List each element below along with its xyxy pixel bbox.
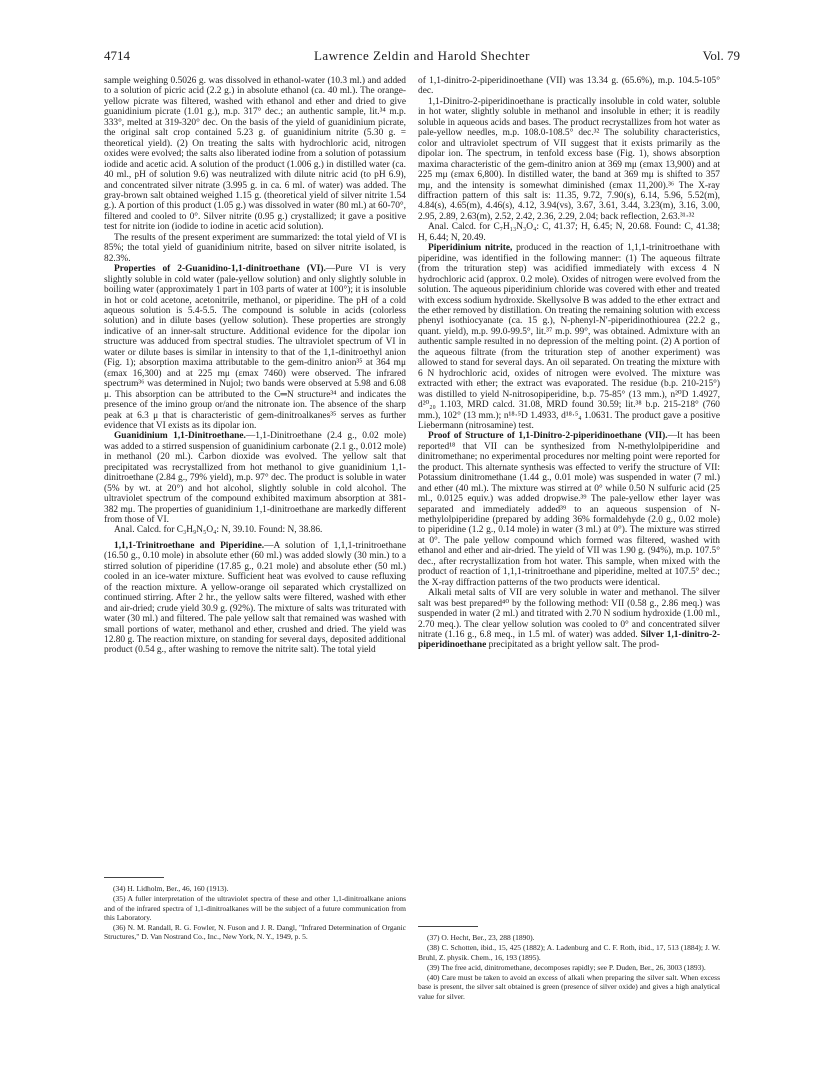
paragraph <box>104 541 406 656</box>
footnote: (35) A fuller interpretation of the ultraviolet spectra of these and other 1,1-dinitroalkane anions and of the infrared spectra of 1,1-dinitroalkanes will be the subject of a future communication from this Laboratory. <box>104 894 406 922</box>
footnote: (40) Care must be taken to avoid an excess of alkali when preparing the silver salt. When excess base is present, the silver salt obtained is green (presence of silver oxide) and gives a high analytical value for silver. <box>418 973 720 1001</box>
paragraph: The results of the present experiment are summarized: the total yield of VI is 85%; the total yield of guanidinium nitrite, based on silver nitrite isolated, is 82.3%. <box>104 232 406 264</box>
footnote: (34) H. Lidholm, Ber., 46, 160 (1913). <box>113 884 229 893</box>
paragraph: 1,1-Dinitro-2-piperidinoethane is practically insoluble in cold water, soluble in hot water, slightly soluble in methanol and insoluble in ether; it is readily soluble in aqueous acids and bases. The product recrystallizes from hot water as pale-yellow needles, m.p. 108.0-108.5° dec.³² The solubility characteristics, color and ultraviolet spectrum of VII suggest that it exists primarily as the dipolar ion. The spectrum, in tenfold excess base (Fig. 1), shows absorption maxima characteristic of the gem-dinitro anion at 369 mμ (εmax 13,900) and at 225 mμ (εmax 6,800). In distilled water, the band at 369 mμ is shifted to 357 mμ, and the intensity is somewhat diminished (εmax 11,200).³⁶ The X-ray diffraction pattern of this salt is: 11.35, 9.72, 7.90(s), 6.14, 5.96, 5.52(m), 4.84(s), 4.65(m), 4.46(s), 4.12, 3.94(vs), 3.67, 3.61, 3.44, 3.23(m), 3.16, 3.00, 2.95, 2.89, 2.63(m), 2.52, 2.42, 2.36, 2.29, 2.04; back reflection, 2.63.³¹·³² <box>418 96 720 222</box>
running-header <box>104 48 740 64</box>
paragraph-text: —Pure VI is very slightly soluble in cold water (pale-yellow solution) and only slightly soluble in boiling water (approximately 1 part in 103 parts of water at 100°); it is insoluble in hot or cold acetone, acetonitrile, methanol, or piperidine. The pH of a cold aqueous solution is 5.4-5.5. The compound is soluble in acids (colorless solution) and in dilute bases (yellow solution). These properties are strongly indicative of an inner-salt structure. Additional evidence for the dipolar ion structure was adduced from spectral studies. The ultraviolet spectrum of VI in water or dilute bases is similar in intensity to that of the 1,1-dinitroethyl anion (Fig. 1); absorption maxima attributable to the gem-dinitro anion³⁵ at 364 mμ (εmax 16,300) and at 225 mμ (εmax 7460) were observed. The infrared spectrum³⁶ was determined in Nujol; two bands were observed at 5.98 and 6.08 μ. This absorption can be attributed to the C═N structure³⁴ and indicates the presence of the imino group or/and the nitronate ion. The absence of the sharp peak at 6.3 μ that is characteristic of gem-dinitroalkanes³⁵ serves as further evidence that VI exists as its dipolar ion. <box>104 264 406 431</box>
section-heading: Proof of Structure of 1,1-Dinitro-2-piperidinoethane (VII). <box>428 431 668 442</box>
right-column <box>418 76 720 651</box>
footnote: (39) The free acid, dinitromethane, decomposes rapidly; see P. Duden, Ber., 26, 3003 (1893). <box>427 962 706 972</box>
footnote-rule <box>418 926 478 927</box>
analysis-line: Anal. Calcd. for C₇H₁₃N₃O₄: C, 41.37; H, 6.45; N, 20.68. Found: C, 41.38; H, 6.44; N, 20.49. <box>418 222 720 243</box>
paragraph-text: —A solution of 1,1,1-trinitroethane (16.50 g., 0.10 mole) in absolute ether (60 ml.) was added slowly (30 min.) to a stirred solution of piperidine (17.85 g., 0.21 mole) and absolute ether (50 ml.) cooled in an ice-water mixture. Sufficient heat was evolved to cause refluxing of the reaction mixture. A yellow-orange oil separated which crystallized on continued stirring. After 2 hr., the yellow salts were filtered, washed with ether and air-dried; crude yield 30.9 g. (92%). The mixture of salts was triturated with water (30 ml.) and filtered. The pale yellow salt that remained was washed with small portions of water, methanol and ether, crushed and dried. The yield was 12.80 g. The reaction mixture, on standing for several days, deposited additional product (0.54 g., after washing to remove the nitrite salt). The total yield <box>104 540 406 656</box>
paragraph <box>418 588 720 651</box>
footnote: (36) N. M. Randall, R. G. Fowler, N. Fuson and J. R. Dangl, "Infrared Determination of Organic Structures," D. Van Nostrand Co., Inc., New York, N. Y., 1949, p. 5. <box>104 923 406 942</box>
paragraph-text: Alkali metal salts of VII are very soluble in water and methanol. The silver salt was best prepared⁴⁰ by the following method: VII (0.58 g., 2.86 meq.) was suspended in water (2 ml.) and titrated with 2.70 N sodium hydroxide (1.00 ml., 2.70 meq.). The clear yellow solution was cooled to 0° and concentrated silver nitrate (1.16 g., 6.8 meq., in 1.5 ml. of water) was added. <box>418 588 720 641</box>
running-authors: Lawrence Zeldin and Harold Shechter <box>313 48 531 63</box>
page-number: 4714 <box>104 48 130 63</box>
section-heading: Piperidinium nitrite, <box>428 243 513 254</box>
paragraph: of 1,1-dinitro-2-piperidinoethane (VII) was 13.34 g. (65.6%), m.p. 104.5-105° dec. <box>418 76 720 97</box>
section-heading: Guanidinium 1,1-Dinitroethane. <box>114 431 246 442</box>
paragraph-text: —It has been reported¹⁸ that VII can be synthesized from N-methylolpiperidine and dinitromethane; no experimental procedures nor melting point were reported for the product. This alternate synthesis was effected to verify the structure of VII: Potassium dinitromethane (1.44 g., 0.01 mole) was suspended in water (7 ml.) and ether (40 ml.). The mixture was stirred at 0° while 0.50 N sulfuric acid (25 ml., 0.0125 equiv.) was added dropwise.³⁹ The pale-yellow ether layer was separated and immediately added³⁹ to an aqueous suspension of N-methylolpiperidine (prepared by adding 36% formaldehyde (2.0 g., 0.02 mole) to piperidine (1.2 g., 0.14 mole) in water (3 ml.) at 0°). The mixture was stirred at 0°. The pale yellow compound which formed was filtered, washed with ethanol and ether and air-dried. The yield of VII was 1.90 g. (94%), m.p. 107.5° dec., after recrystallization from hot water. This sample, when mixed with the product of reaction of 1,1,1-trinitroethane and piperidine, melted at 107.5° dec.; the X-ray diffraction patterns of the two products were identical. <box>418 431 721 588</box>
footnotes-right <box>418 926 720 1002</box>
section-heading: Properties of 2-Guanidino-1,1-dinitroethane (VI). <box>114 264 326 275</box>
volume-label: Vol. 79 <box>702 48 740 63</box>
paragraph <box>418 243 720 431</box>
left-column <box>104 76 406 656</box>
paragraph <box>104 264 406 431</box>
footnotes-left <box>104 877 406 943</box>
footnote: (37) O. Hecht, Ber., 23, 288 (1890). <box>427 933 535 942</box>
analysis-line: Anal. Calcd. for C₃H₉N₅O₄: N, 39.10. Found: N, 38.86. <box>114 525 323 536</box>
paragraph <box>104 431 406 525</box>
paragraph <box>418 431 720 588</box>
paragraph-text: produced in the reaction of 1,1,1-trinitroethane with piperidine, was identified in the following manner: (1) The aqueous filtrate (from the trituration step) was acidified immediately with excess 4 N hydrochloric acid (approx. 0.2 mole). Oxides of nitrogen were evolved from the solution. The aqueous piperidinium chloride was covered with ether and treated with excess sodium hydroxide. Skellysolve B was added to the ether extract and the ether removed by distillation. On treating the remaining solution with excess phenyl isothiocyanate (ca. 15 g.), N-phenyl-N′-piperidinothiourea (22.2 g., quant. yield), m.p. 99.0-99.5°, lit.³⁷ m.p. 99°, was obtained. Admixture with an authentic sample resulted in no depression of the melting point. (2) A portion of the aqueous filtrate (from the trituration step of another experiment) was allowed to stand for several days. An oil separated. On treating the mixture with 6 N hydrochloric acid, oxides of nitrogen were evolved. The mixture was extracted with ether; the extract was evaporated. The residue (b.p. 210-215°) was distilled to yield N-nitrosopiperidine, b.p. 75-85° (13 mm.), n²⁰D 1.4927, d²⁰₂₀ 1.103, MRD calcd. 31.08, MRD found 30.59; lit.³⁸ b.p. 215-218° (760 mm.), 102° (13 mm.); n¹⁸·⁵D 1.4933, d¹⁸·⁵₄ 1.0631. The product gave a positive Liebermann (nitrosamine) test. <box>418 243 720 431</box>
footnote-rule <box>104 877 164 878</box>
compound-name: Silver 1,1-dinitro-2-piperidinoethane <box>418 630 720 651</box>
paragraph: sample weighing 0.5026 g. was dissolved in ethanol-water (10.3 ml.) and added to a solution of picric acid (2.2 g.) in absolute ethanol (ca. 40 ml.). The orange-yellow picrate was filtered, washed with ethanol and ether and dried to give guanidinium picrate (1.01 g.), m.p. 317° dec.; an authentic sample, lit.³⁴ m.p. 333°, melted at 319-320° dec. On the basis of the yield of guanidinium picrate, the original salt crop contained 5.23 g. of guanidinium nitrite (5.30 g. = theoretical yield). (2) On treating the salts with hydrochloric acid, nitrogen oxides were evolved; the salts also liberated iodine from a solution of potassium iodide and acetic acid. A solution of the product (1.006 g.) in distilled water (ca. 40 ml., pH of solution 9.6) was neutralized with dilute nitric acid (to pH 6.9), and concentrated silver nitrate (3.995 g. in ca. 6 ml. of water) was added. The gray-brown salt obtained weighed 1.15 g. (theoretical yield of silver nitrite 1.54 g.). A portion of this product (1.05 g.) was dissolved in water (80 ml.) at 60-70°, filtered and cooled to 0°. Silver nitrite (0.95 g.) crystallized; it gave a positive test for nitrite ion (iodide to iodine in acetic acid solution). <box>104 76 406 233</box>
paragraph-text: precipitated as a bright yellow salt. The prod- <box>486 640 660 651</box>
paragraph-text: —1,1-Dinitroethane (2.4 g., 0.02 mole) was added to a stirred suspension of guanidinium carbonate (2.1 g., 0.012 mole) in methanol (20 ml.). Carbon dioxide was evolved. The yellow salt that precipitated was recrystallized from hot methanol to give guanidinium 1,1-dinitroethane (2.84 g., 79% yield), m.p. 97° dec. The product is soluble in water (5% by wt. at 20°) and hot alcohol, slightly soluble in cold alcohol. The ultraviolet spectrum of the compound exhibited maximum absorption at 381-382 mμ. The properties of guanidinium 1,1-dinitroethane are markedly different from those of VI. <box>104 431 407 526</box>
section-heading: 1,1,1-Trinitroethane and Piperidine. <box>114 540 265 551</box>
footnote: (38) C. Schotten, ibid., 15, 425 (1882); A. Ladenburg and C. F. Roth, ibid., 17, 513 (1884); J. W. Bruhl, Z. physik. Chem., 16, 193 (1895). <box>418 943 720 962</box>
